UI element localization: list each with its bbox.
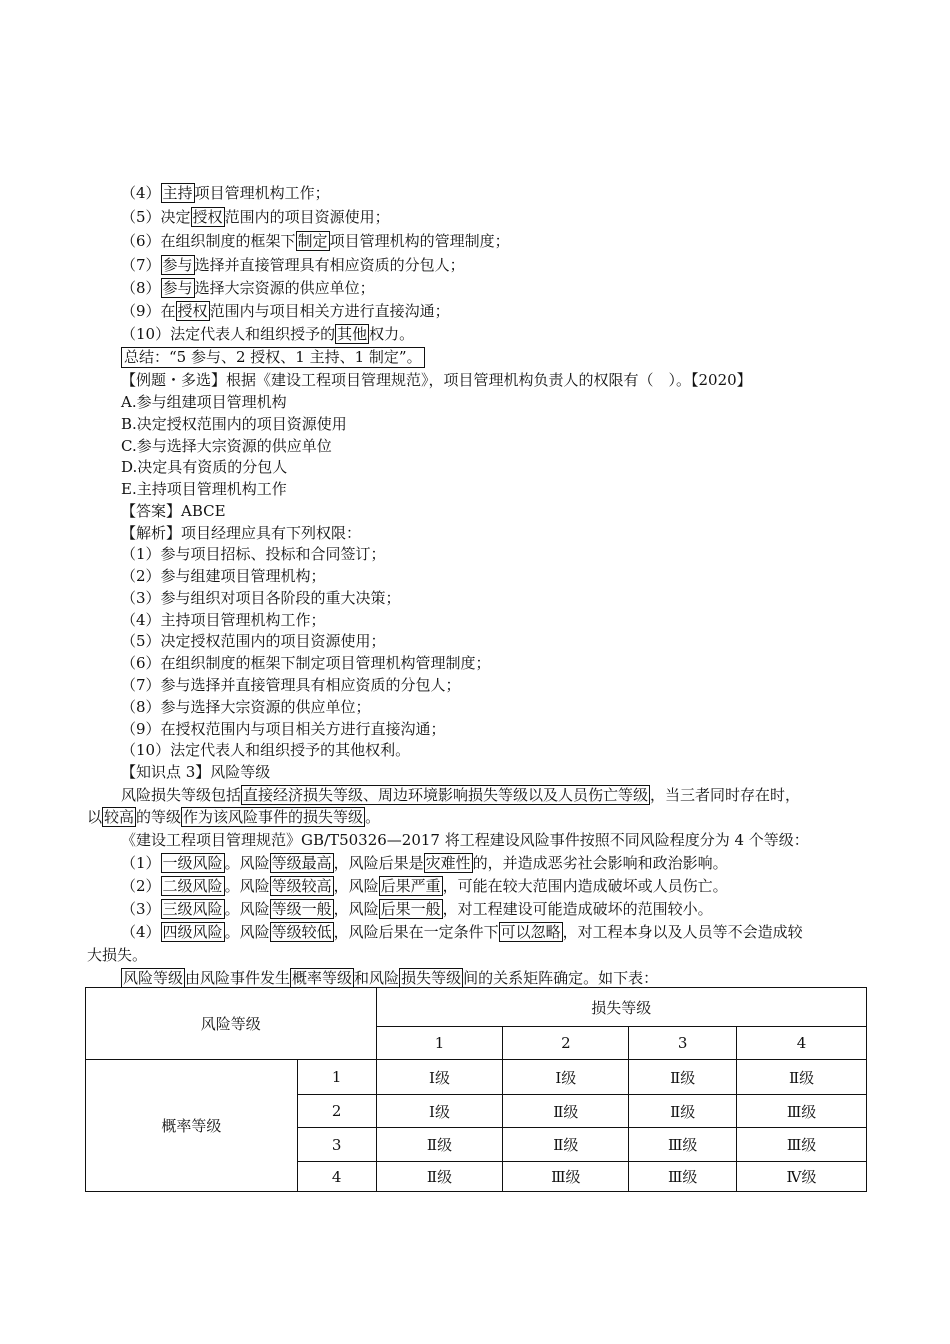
risk-grade-cell: Ⅲ级 [503,1162,629,1192]
highlight-box: 等级一般 [271,900,332,918]
highlight-box: 损失等级 [401,969,462,987]
text: ，对工程本身以及人员等不会造成较 [562,923,803,941]
item-number: （1） [121,854,161,872]
item-text: 范围内与项目相关方进行直接沟通； [209,302,450,320]
item-text: （10）法定代表人和组织授予的 [121,325,336,343]
loss-level-cell: 3 [629,1027,737,1060]
text: 和风险 [354,969,400,987]
item-number: （7） [121,256,161,274]
highlight-box: 等级较低 [271,923,332,941]
highlight-box: 其他 [337,325,368,343]
text: ，当三者同时存在时， [650,786,801,804]
risk-grade-cell: Ⅱ级 [737,1060,867,1095]
analysis-item: （1）参与项目招标、投标和合同签订； [121,545,386,563]
loss-level-cell: 4 [737,1027,867,1060]
analysis-item: （7）参与选择并直接管理具有相应资质的分包人； [121,676,461,694]
risk-grade-cell: Ⅰ级 [376,1095,503,1128]
item-number: （2） [121,877,161,895]
item-text: 权力。 [369,325,415,343]
highlight-box: 作为该风险事件的损失等级 [183,808,364,826]
risk-grade-cell: Ⅱ级 [503,1128,629,1162]
analysis-item: （10）法定代表人和组织授予的其他权利。 [121,741,411,759]
option-b: B.决定授权范围内的项目资源使用 [121,415,347,433]
item-number: （8） [121,279,161,297]
highlight-box: 主持 [162,184,193,202]
option-d: D.决定具有资质的分包人 [121,458,288,476]
risk-grade-cell: Ⅲ级 [629,1128,737,1162]
summary-box: 总结：“5 参与、2 授权、1 主持、1 制定”。 [121,347,425,368]
matrix-intro [121,968,658,988]
highlight-box: 直接经济损失等级、周边环境影响损失等级以及人员伤亡等级 [243,786,649,804]
text: 间的关系矩阵确定。如下表： [463,969,659,987]
option-a: A.参与组建项目管理机构 [121,393,287,411]
risk-level-2 [121,876,728,896]
knowledge-heading: 【知识点 3】风险等级 [121,763,271,781]
item-text: 范围内的项目资源使用； [224,208,390,226]
option-e: E.主持项目管理机构工作 [121,480,287,498]
text: 风险损失等级包括 [121,786,242,804]
loss-level-header: 损失等级 [376,988,866,1027]
text: ，对工程建设可能造成破坏的范围较小。 [442,900,713,918]
analysis-item: （9）在授权范围内与项目相关方进行直接沟通； [121,720,446,738]
risk-grade-cell: Ⅱ级 [503,1095,629,1128]
paragraph-risk-loss-cont [87,807,380,827]
highlight-box: 灾难性 [425,854,471,872]
text: ，风险 [333,877,379,895]
risk-grade-cell: Ⅲ级 [737,1128,867,1162]
text: ，风险 [333,900,379,918]
risk-grade-cell: Ⅱ级 [376,1162,503,1192]
risk-level-3 [121,899,713,919]
item-number: （4） [121,923,161,941]
risk-matrix-table [85,987,867,1192]
text: 。 [365,808,381,826]
highlight-box: 三级风险 [162,900,223,918]
text: ，风险后果是 [333,854,424,872]
highlight-box: 等级较高 [271,877,332,895]
risk-grade-cell: Ⅱ级 [629,1095,737,1128]
item-text: 项目管理机构的管理制度； [329,232,510,250]
risk-grade-cell: Ⅳ级 [737,1162,867,1192]
text: 的等级 [136,808,182,826]
highlight-box: 一级风险 [162,854,223,872]
power-item-10 [121,324,414,344]
analysis-item: （4）主持项目管理机构工作； [121,611,326,629]
item-text: 项目管理机构工作； [194,184,330,202]
highlight-box: 较高 [104,808,135,826]
loss-level-cell: 2 [503,1027,629,1060]
risk-level-1 [121,853,728,873]
item-number: （3） [121,900,161,918]
text: 。风险 [224,877,270,895]
text: 。风险 [224,900,270,918]
risk-grade-cell: Ⅰ级 [503,1060,629,1095]
text: 的，并造成恶劣社会影响和政治影响。 [472,854,728,872]
risk-grade-cell: Ⅰ级 [376,1060,503,1095]
summary-line [121,347,425,368]
highlight-box: 参与 [162,256,193,274]
risk-level-4 [121,922,803,942]
item-text: （9）在 [121,302,176,320]
highlight-box: 后果严重 [380,877,441,895]
highlight-box: 可以忽略 [500,923,561,941]
highlight-box: 授权 [177,302,208,320]
power-item-4 [121,183,330,203]
power-item-6 [121,231,510,251]
risk-grade-cell: Ⅱ级 [629,1060,737,1095]
text: 。风险 [224,923,270,941]
example-question: 【例题・多选】根据《建设工程项目管理规范》，项目管理机构负责人的权限有（ ）。【2020】 [121,371,752,389]
item-text: 选择并直接管理具有相应资质的分包人； [194,256,465,274]
table-row [86,1060,867,1095]
power-item-8 [121,278,375,298]
probability-level-cell: 1 [297,1060,376,1095]
analysis-title: 【解析】项目经理应具有下列权限： [121,524,362,542]
text: 由风险事件发生 [185,969,291,987]
risk-grade-cell: Ⅲ级 [629,1162,737,1192]
item-text: （6）在组织制度的框架下 [121,232,296,250]
text: 。风险 [224,854,270,872]
risk-grade-cell: Ⅲ级 [737,1095,867,1128]
power-item-9 [121,301,450,321]
highlight-box: 四级风险 [162,923,223,941]
analysis-item: （8）参与选择大宗资源的供应单位； [121,698,371,716]
risk-level-4-cont: 大损失。 [87,946,148,964]
paragraph-standard: 《建设工程项目管理规范》GB/T50326—2017 将工程建设风险事件按照不同风险程度分为 4 个等级： [121,831,809,849]
option-c: C.参与选择大宗资源的供应单位 [121,437,332,455]
probability-level-cell: 2 [297,1095,376,1128]
probability-level-header: 概率等级 [86,1060,298,1192]
highlight-box: 授权 [192,208,223,226]
highlight-box: 二级风险 [162,877,223,895]
probability-level-cell: 4 [297,1162,376,1192]
probability-level-cell: 3 [297,1128,376,1162]
text: ，风险后果在一定条件下 [333,923,499,941]
answer-line: 【答案】ABCE [121,502,226,520]
highlight-box: 制定 [297,232,328,250]
risk-grade-cell: Ⅱ级 [376,1128,503,1162]
table-corner-header: 风险等级 [86,988,377,1060]
power-item-5 [121,207,390,227]
highlight-box: 后果一般 [380,900,441,918]
item-text: 选择大宗资源的供应单位； [194,279,375,297]
item-number: （4） [121,184,161,202]
highlight-box: 等级最高 [271,854,332,872]
item-text: （5）决定 [121,208,191,226]
text: 以 [87,808,103,826]
power-item-7 [121,255,465,275]
analysis-item: （6）在组织制度的框架下制定项目管理机构管理制度； [121,654,491,672]
highlight-box: 参与 [162,279,193,297]
highlight-box: 风险等级 [123,969,184,987]
analysis-item: （2）参与组建项目管理机构； [121,567,326,585]
loss-level-cell: 1 [376,1027,503,1060]
paragraph-risk-loss [121,785,800,805]
analysis-item: （5）决定授权范围内的项目资源使用； [121,632,386,650]
analysis-item: （3）参与组织对项目各阶段的重大决策； [121,589,401,607]
highlight-box: 概率等级 [292,969,353,987]
text: ，可能在较大范围内造成破坏或人员伤亡。 [442,877,728,895]
